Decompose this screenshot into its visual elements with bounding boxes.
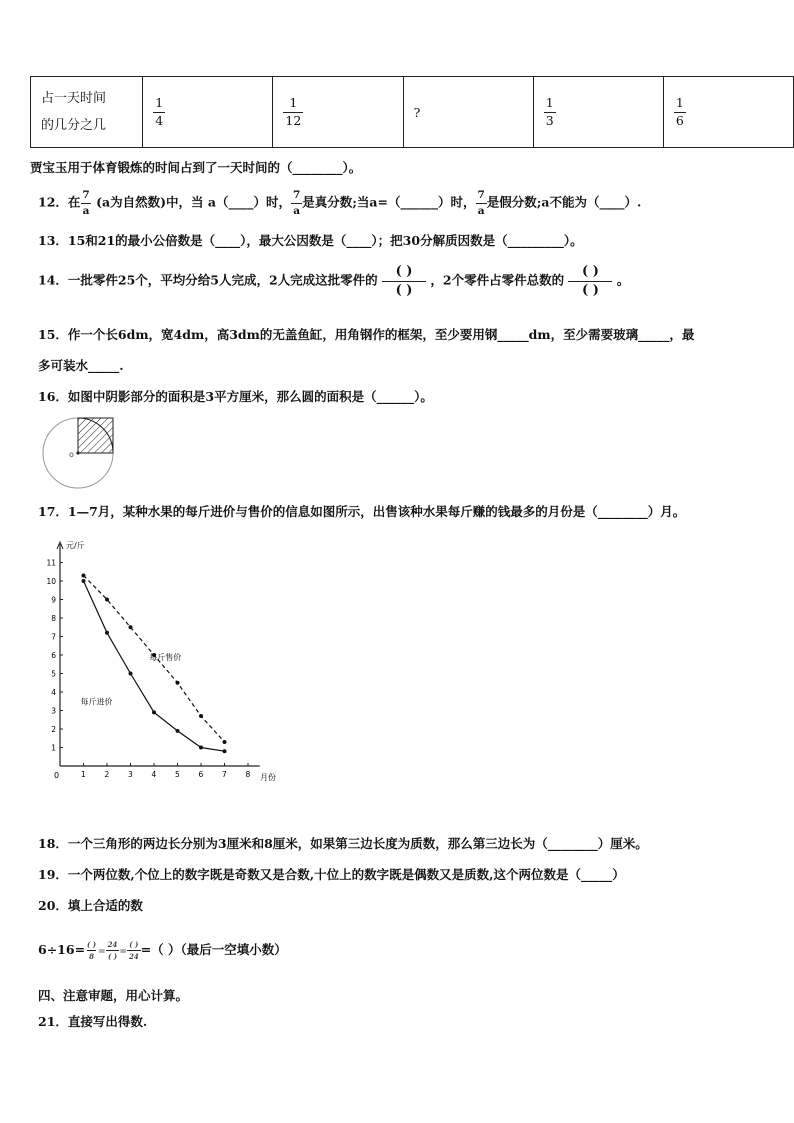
equals-sign: = xyxy=(119,947,127,957)
frac-num: 24 xyxy=(107,940,118,949)
sell-price-point xyxy=(82,573,86,577)
sell-price-point xyxy=(199,714,203,718)
circle-figure xyxy=(36,412,126,490)
question-21: 21．直接写出得数. xyxy=(38,1014,148,1029)
x-tick-label: 1 xyxy=(81,770,86,779)
frac-num: 1 xyxy=(675,95,684,110)
table-cell xyxy=(143,77,273,148)
question-19: 19．一个两位数,个位上的数字既是奇数又是合数,十位上的数字既是偶数又是质数,这个两位数是（_____） xyxy=(38,867,625,882)
frac-num: ( ) xyxy=(129,940,139,949)
cost-price-point xyxy=(176,729,180,733)
question-15-line1: 15．作一个长6dm，宽4dm，高3dm的无盖鱼缸，用角钢作的框架，至少要用钢_____dm，至少需要玻璃_____，最 xyxy=(38,327,695,342)
equals-sign: = xyxy=(98,947,106,957)
series-label-sell: 每斤售价 xyxy=(149,652,182,662)
q14-part1: 14．一批零件25个，平均分给5人完成，2人完成这批零件的 xyxy=(38,272,378,288)
frac-num: 1 xyxy=(155,95,164,110)
cost-price-point xyxy=(152,710,156,714)
question-16: 16．如图中阴影部分的面积是3平方厘米，那么圆的面积是（______）。 xyxy=(38,389,433,404)
x-axis-label: 月份 xyxy=(260,773,276,782)
y-tick-label: 1 xyxy=(51,743,56,753)
x-tick-label: 2 xyxy=(104,770,110,779)
question-12 xyxy=(38,190,641,216)
series-label-cost: 每斤进价 xyxy=(80,697,113,707)
center-label: o xyxy=(69,450,74,459)
cost-price-point xyxy=(199,746,203,750)
q20-expression xyxy=(38,940,287,960)
q11-tail: 贾宝玉用于体育锻炼的时间占到了一天时间的（________）。 xyxy=(30,160,362,175)
question-18: 18．一个三角形的两边长分别为3厘米和8厘米，如果第三边长度为质数，那么第三边长为（________）厘米。 xyxy=(38,836,648,851)
y-tick-label: 6 xyxy=(51,651,56,660)
y-tick-label: 7 xyxy=(51,632,56,642)
blank-den: ( ) xyxy=(582,282,599,298)
y-tick-label: 5 xyxy=(51,669,56,679)
frac-den: a xyxy=(477,204,485,217)
q14-part3: 。 xyxy=(616,272,630,288)
time-fraction-table xyxy=(30,76,794,148)
sell-price-point xyxy=(176,681,180,685)
blank-den: ( ) xyxy=(395,282,413,298)
origin-label: 0 xyxy=(54,771,60,780)
q14-part2: ，2个零件占零件总数的 xyxy=(430,272,565,288)
question-14 xyxy=(38,265,629,297)
expr-start: 6÷16= xyxy=(38,942,86,957)
sell-price-point xyxy=(223,740,227,744)
y-tick-label: 4 xyxy=(51,688,56,697)
x-tick-label: 4 xyxy=(151,770,157,779)
table-cell xyxy=(663,77,793,148)
frac-num: 7 xyxy=(477,189,485,201)
table-cell xyxy=(533,77,663,148)
question-17: 17．1—7月，某种水果的每斤进价与售价的信息如图所示，出售该种水果每斤赚的钱最多的月份是（________）月。 xyxy=(38,504,686,519)
blank-num: ( ) xyxy=(582,264,599,279)
frac-den: 6 xyxy=(675,112,684,128)
cost-price-line xyxy=(84,581,225,751)
center-point xyxy=(76,451,79,454)
y-tick-label: 3 xyxy=(51,706,56,716)
unknown-mark: ? xyxy=(413,104,421,120)
frac-num: 1 xyxy=(289,95,298,110)
q12-part2: 是真分数;当a=（______）时， xyxy=(302,194,476,210)
table-cell xyxy=(403,77,533,148)
question-20: 20．填上合适的数 xyxy=(38,898,143,913)
cost-price-point xyxy=(82,579,86,583)
price-chart xyxy=(40,538,300,788)
blank-fraction xyxy=(382,265,426,297)
q12-part1: (a为自然数)中，当 a（____）时， xyxy=(96,194,291,210)
section-4-heading: 四、注意审题，用心计算。 xyxy=(38,988,189,1003)
question-13: 13．15和21的最小公倍数是（____），最大公因数是（____）；把30分解质因数是（_________）。 xyxy=(38,233,583,248)
x-tick-label: 5 xyxy=(175,770,180,779)
x-tick-label: 3 xyxy=(128,770,133,779)
frac-den: ( ) xyxy=(108,952,118,961)
expr-tail: =（ ）（最后一空填小数） xyxy=(140,942,287,957)
q12-prefix: 12．在 xyxy=(38,194,81,210)
sell-price-point xyxy=(129,625,133,629)
table-cell xyxy=(273,77,403,148)
y-tick-label: 2 xyxy=(51,725,56,734)
frac-den: 4 xyxy=(155,112,164,128)
table-head-line2: 的几分之几 xyxy=(41,118,107,133)
frac-num: 7 xyxy=(82,189,90,201)
frac-den: 24 xyxy=(128,952,139,961)
x-tick-label: 7 xyxy=(222,770,227,779)
y-axis-label: 元/斤 xyxy=(66,541,85,550)
table-head-cell xyxy=(31,77,143,148)
frac-den: a xyxy=(293,204,301,217)
frac-den: 12 xyxy=(285,112,302,128)
blank-num: ( ) xyxy=(395,264,413,279)
frac-den: 8 xyxy=(89,952,95,961)
frac-num: ( ) xyxy=(87,940,97,949)
y-tick-label: 10 xyxy=(46,577,56,586)
y-tick-label: 11 xyxy=(46,558,56,568)
cost-price-point xyxy=(105,631,109,635)
frac-den: 3 xyxy=(545,112,554,128)
cost-price-point xyxy=(129,672,133,676)
frac-num: 7 xyxy=(292,189,301,201)
table-head-line1: 占一天时间 xyxy=(41,91,107,106)
y-tick-label: 9 xyxy=(51,595,56,605)
frac-num: 1 xyxy=(545,95,554,110)
blank-fraction xyxy=(568,265,612,297)
x-tick-label: 8 xyxy=(245,770,251,779)
y-tick-label: 8 xyxy=(51,614,56,623)
cost-price-point xyxy=(223,749,227,753)
question-15-line2: 多可装水_____. xyxy=(38,358,124,373)
sell-price-point xyxy=(105,598,109,602)
q12-part3: 是假分数;a不能为（____）. xyxy=(486,194,642,210)
x-tick-label: 6 xyxy=(198,770,204,779)
frac-den: a xyxy=(82,204,90,217)
